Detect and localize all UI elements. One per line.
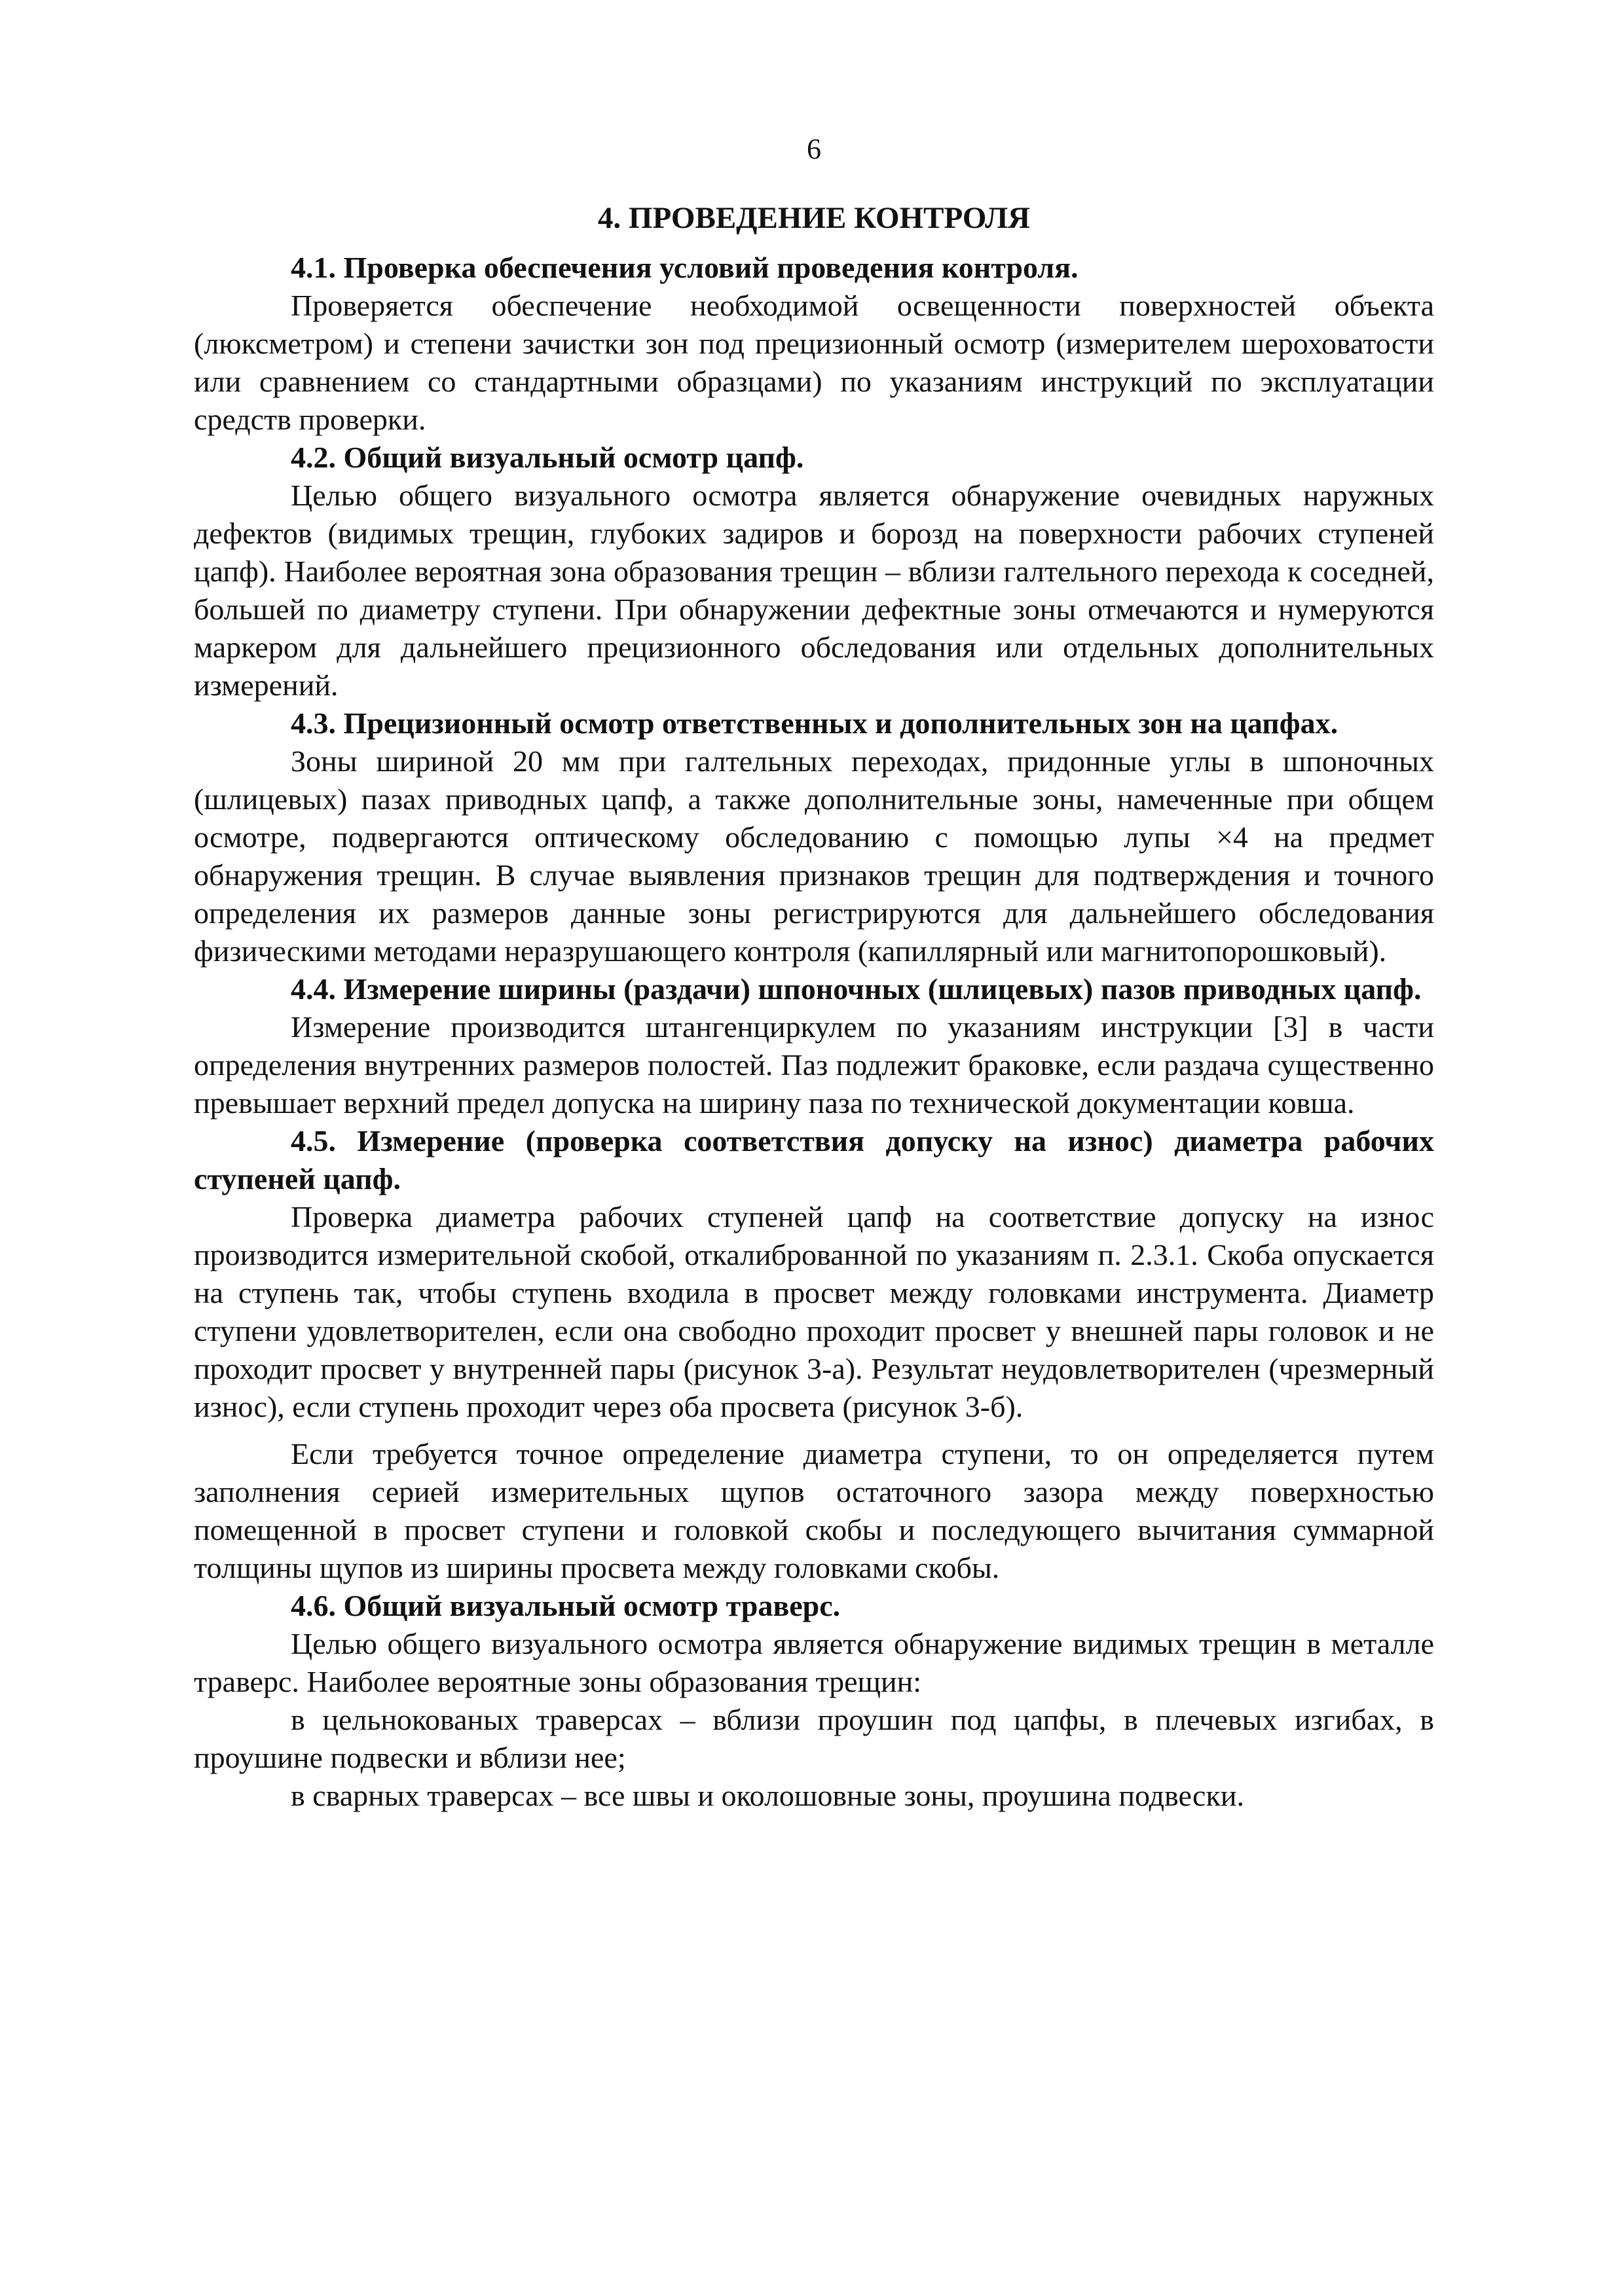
paragraph: Проверка диаметра рабочих ступеней цапф на соответствие допуску на износ производится измерительной скобой, откалиброванной по указаниям п. 2.3.1. Скоба опускается на ступень так, чтобы ступень входила в просвет между головками инструмента. Диаметр ступени удовлетворителен, если она свободно проходит просвет у внешней пары головок и не проходит просвет у внутренней пары (рисунок 3-а). Результат неудовлетворителен (чрезмерный износ), если ступень проходит через оба просвета (рисунок 3-б). <box>194 1200 1434 1423</box>
paragraph: Зоны шириной 20 мм при галтельных переходах, придонные углы в шпоночных (шлицевых) пазах приводных цапф, а также дополнительные зоны, намеченные при общем осмотре, подвергаются оптическому обследованию с помощью лупы ×4 на предмет обнаружения трещин. В случае выявления признаков трещин для подтверждения и точного определения их размеров данные зоны регистрируются для дальнейшего обследования физическими методами неразрушающего контроля (капиллярный или магнитопорошковый). <box>194 744 1434 968</box>
paragraph: Измерение производится штангенциркулем по указаниям инструкции [3] в части определения внутренних размеров полостей. Паз подлежит браковке, если раздача существенно превышает верхний предел допуска на ширину паза по технической документации ковша. <box>194 1010 1434 1120</box>
section-title: 4. ПРОВЕДЕНИЕ КОНТРОЛЯ <box>597 201 1031 235</box>
subsection-heading: 4.6. Общий визуальный осмотр траверс. <box>291 1589 841 1622</box>
subsection-heading: 4.5. Измерение (проверка соответствия допуску на износ) диаметра рабочих ступеней цапф. <box>194 1124 1434 1195</box>
subsection-4-4 <box>194 970 1434 1122</box>
paragraph: Если требуется точное определение диаметра ступени, то он определяется путем заполнения серией измерительных щупов остаточного зазора между поверхностью помещенной в просвет ступени и головкой скобы и последующего вычитания суммарной толщины щупов из ширины просвета между головками скобы. <box>194 1437 1434 1584</box>
subsection-4-1 <box>194 249 1434 439</box>
subsection-heading: 4.4. Измерение ширины (раздачи) шпоночных (шлицевых) пазов приводных цапф. <box>291 972 1422 1006</box>
document-page <box>194 131 1434 1815</box>
subsection-4-6 <box>194 1587 1434 1815</box>
paragraph: Проверяется обеспечение необходимой освещенности поверхностей объекта (люксметром) и степени зачистки зон под прецизионный осмотр (измерителем шероховатости или сравнением со стандартными образцами) по указаниям инструкций по эксплуатации средств проверки. <box>194 289 1434 436</box>
subsection-4-3 <box>194 704 1434 970</box>
subsection-heading: 4.1. Проверка обеспечения условий проведения контроля. <box>291 251 1079 284</box>
paragraph: в сварных траверсах – все швы и околошовные зоны, проушина подвески. <box>291 1779 1244 1812</box>
subsection-heading: 4.3. Прецизионный осмотр ответственных и дополнительных зон на цапфах. <box>291 706 1338 740</box>
paragraph: в цельнокованых траверсах – вблизи проушин под цапфы, в плечевых изгибах, в проушине подвески и вблизи нее; <box>194 1703 1434 1774</box>
page-number: 6 <box>807 133 821 165</box>
subsection-4-5 <box>194 1122 1434 1587</box>
subsection-4-2 <box>194 439 1434 704</box>
paragraph: Целью общего визуального осмотра является обнаружение очевидных наружных дефектов (видимых трещин, глубоких задиров и борозд на поверхности рабочих ступеней цапф). Наиболее вероятная зона образования трещин – вблизи галтельного перехода к соседней, большей по диаметру ступени. При обнаружении дефектные зоны отмечаются и нумеруются маркером для дальнейшего прецизионного обследования или отдельных дополнительных измерений. <box>194 479 1434 702</box>
subsection-heading: 4.2. Общий визуальный осмотр цапф. <box>291 441 804 474</box>
paragraph: Целью общего визуального осмотра является обнаружение видимых трещин в металле траверс. Наиболее вероятные зоны образования трещин: <box>194 1627 1434 1698</box>
